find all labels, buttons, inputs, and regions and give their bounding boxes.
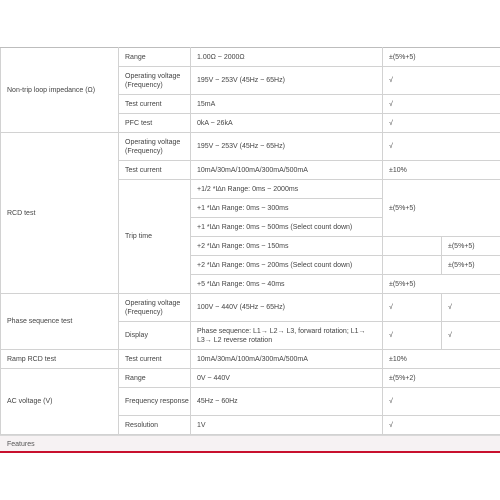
- param-cell: Test current: [119, 161, 191, 180]
- spec-table: [0, 47, 500, 435]
- accuracy-cell: √: [383, 416, 500, 435]
- accuracy-cell: ±10%: [383, 350, 500, 369]
- spec-cell: 0V ~ 440V: [191, 369, 383, 388]
- param-cell: Resolution: [119, 416, 191, 435]
- param-cell: Display: [119, 322, 191, 350]
- row-group-label: Phase sequence test: [1, 294, 119, 350]
- spec-cell: 1.00Ω ~ 2000Ω: [191, 48, 383, 67]
- features-label: Features: [7, 441, 35, 448]
- accuracy-cell: [383, 237, 442, 256]
- param-cell: Operating voltage (Frequency): [119, 133, 191, 161]
- accuracy-cell: √: [383, 133, 500, 161]
- spec-cell: 1V: [191, 416, 383, 435]
- accuracy-cell: √: [383, 114, 500, 133]
- accuracy-cell: ±(5%+5): [442, 256, 500, 275]
- row-group-label: Ramp RCD test: [1, 350, 119, 369]
- accuracy-cell: ±(5%+5): [442, 237, 500, 256]
- accuracy-cell: √: [383, 67, 500, 95]
- accuracy-cell: ±(5%+2): [383, 369, 500, 388]
- accuracy-cell: ±(5%+5): [383, 180, 500, 237]
- spec-cell: 15mA: [191, 95, 383, 114]
- param-cell: Trip time: [119, 180, 191, 294]
- table-row: [1, 48, 500, 67]
- row-group-label: RCD test: [1, 133, 119, 294]
- spec-cell: +5 *I∆n Range: 0ms ~ 40ms: [191, 275, 383, 294]
- row-group-label: AC voltage (V): [1, 369, 119, 435]
- spec-cell: +1 *I∆n Range: 0ms ~ 300ms: [191, 199, 383, 218]
- accuracy-cell: √: [383, 388, 500, 416]
- spec-cell: 10mA/30mA/100mA/300mA/500mA: [191, 350, 383, 369]
- accuracy-cell: √: [383, 322, 442, 350]
- spec-cell: 100V ~ 440V (45Hz ~ 65Hz): [191, 294, 383, 322]
- table-row: [1, 350, 500, 369]
- spec-cell: +1/2 *I∆n Range: 0ms ~ 2000ms: [191, 180, 383, 199]
- accuracy-cell: √: [383, 95, 500, 114]
- accuracy-cell: √: [442, 322, 500, 350]
- table-row: [1, 294, 500, 322]
- spec-cell: +2 *I∆n Range: 0ms ~ 150ms: [191, 237, 383, 256]
- param-cell: PFC test: [119, 114, 191, 133]
- accuracy-cell: ±(5%+5): [383, 48, 500, 67]
- param-cell: Frequency response: [119, 388, 191, 416]
- row-group-label: Non-trip loop impedance (Ω): [1, 48, 119, 133]
- spec-cell: Phase sequence: L1→ L2→ L3, forward rotation; L1→ L3→ L2 reverse rotation: [191, 322, 383, 350]
- spec-cell: 195V ~ 253V (45Hz ~ 65Hz): [191, 67, 383, 95]
- param-cell: Test current: [119, 95, 191, 114]
- accuracy-cell: ±(5%+5): [383, 275, 500, 294]
- spec-cell: +1 *I∆n Range: 0ms ~ 500ms (Select count down): [191, 218, 383, 237]
- accuracy-cell: √: [442, 294, 500, 322]
- param-cell: Operating voltage (Frequency): [119, 67, 191, 95]
- accuracy-cell: ±10%: [383, 161, 500, 180]
- spec-cell: 10mA/30mA/100mA/300mA/500mA: [191, 161, 383, 180]
- spec-cell: 45Hz ~ 60Hz: [191, 388, 383, 416]
- table-row: [1, 369, 500, 388]
- accuracy-cell: [383, 256, 442, 275]
- spec-cell: 195V ~ 253V (45Hz ~ 65Hz): [191, 133, 383, 161]
- spec-cell: +2 *I∆n Range: 0ms ~ 200ms (Select count down): [191, 256, 383, 275]
- param-cell: Test current: [119, 350, 191, 369]
- param-cell: Operating voltage (Frequency): [119, 294, 191, 322]
- table-row: [1, 133, 500, 161]
- param-cell: Range: [119, 48, 191, 67]
- features-section-header[interactable]: [0, 435, 500, 453]
- param-cell: Range: [119, 369, 191, 388]
- spec-cell: 0kA ~ 26kA: [191, 114, 383, 133]
- accuracy-cell: √: [383, 294, 442, 322]
